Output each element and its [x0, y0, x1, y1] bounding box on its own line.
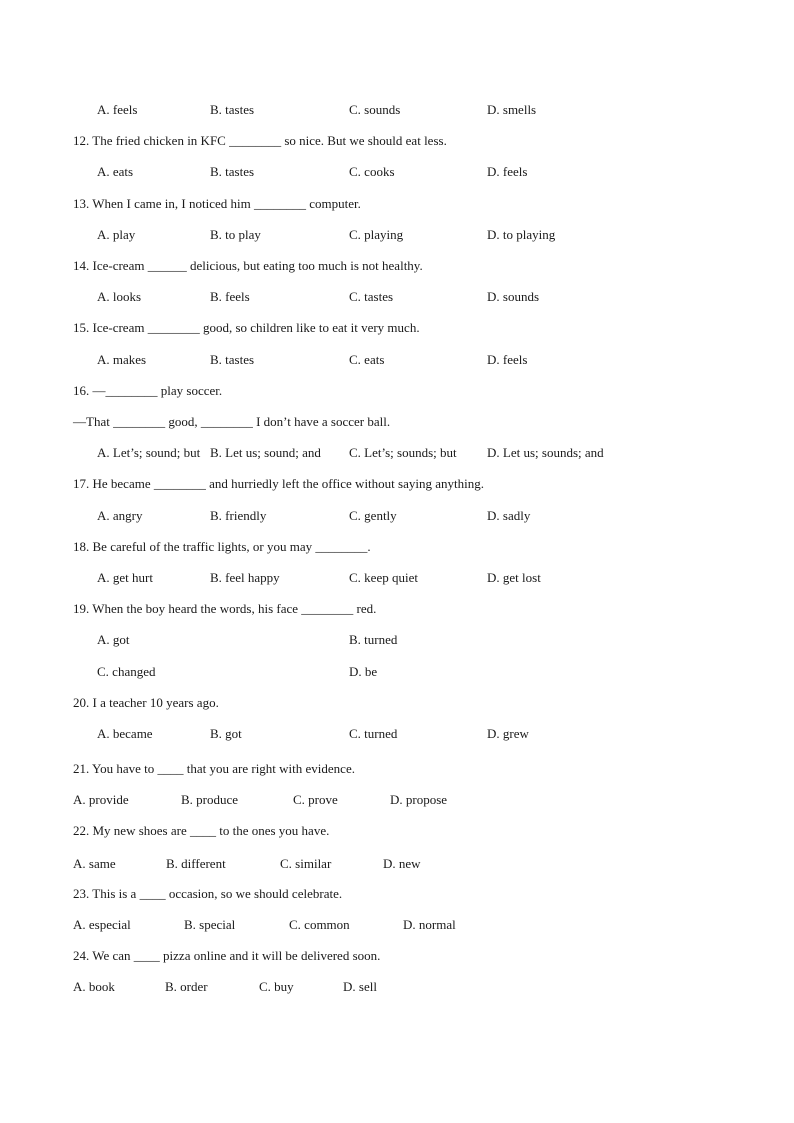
q13-option-a: A. play: [97, 227, 136, 242]
q22-option-a: A. same: [73, 856, 116, 871]
q16-option-b: B. Let us; sound; and: [210, 445, 321, 460]
q15-option-a: A. makes: [97, 352, 147, 367]
q12-option-c: C. cooks: [349, 164, 395, 179]
q18-option-b: B. feel happy: [210, 570, 280, 585]
q14-stem: 14. Ice-cream ______ delicious, but eating too much is not healthy.: [73, 258, 423, 273]
q12-option-b: B. tastes: [210, 164, 255, 179]
q20-option-d: D. grew: [487, 726, 529, 741]
q16-option-c: C. Let’s; sounds; but: [349, 445, 457, 460]
q23-option-d: D. normal: [403, 917, 456, 932]
q23-option-b: B. special: [184, 917, 236, 932]
q11-option-a: A. feels: [97, 102, 138, 117]
q18-stem: 18. Be careful of the traffic lights, or you may ________.: [73, 539, 371, 554]
q13-stem: 13. When I came in, I noticed him ________ computer.: [73, 196, 361, 211]
q19-option-b: B. turned: [349, 632, 398, 647]
q15-option-c: C. eats: [349, 352, 385, 367]
q15-option-d: D. feels: [487, 352, 528, 367]
q24-option-d: D. sell: [343, 979, 377, 994]
q12-stem: 12. The fried chicken in KFC ________ so nice. But we should eat less.: [73, 133, 447, 148]
q18-option-c: C. keep quiet: [349, 570, 418, 585]
q17-option-b: B. friendly: [210, 508, 267, 523]
q18-option-d: D. get lost: [487, 570, 541, 585]
q15-stem: 15. Ice-cream ________ good, so children like to eat it very much.: [73, 320, 420, 335]
q22-stem: 22. My new shoes are ____ to the ones you have.: [73, 823, 330, 838]
q13-option-d: D. to playing: [487, 227, 556, 242]
q14-option-b: B. feels: [210, 289, 250, 304]
q16-option-d: D. Let us; sounds; and: [487, 445, 604, 460]
q12-option-a: A. eats: [97, 164, 134, 179]
q21-option-b: B. produce: [181, 792, 239, 807]
q23-option-a: A. especial: [73, 917, 131, 932]
q22-option-c: C. similar: [280, 856, 332, 871]
q21-stem: 21. You have to ____ that you are right with evidence.: [73, 761, 355, 776]
q19-option-d: D. be: [349, 664, 378, 679]
q14-option-c: C. tastes: [349, 289, 394, 304]
q21-option-a: A. provide: [73, 792, 129, 807]
q24-stem: 24. We can ____ pizza online and it will be delivered soon.: [73, 948, 381, 963]
q16-stem: 16. —________ play soccer.: [73, 383, 223, 398]
q11-option-c: C. sounds: [349, 102, 401, 117]
q24-option-a: A. book: [73, 979, 115, 994]
q22-option-d: D. new: [383, 856, 421, 871]
q13-option-b: B. to play: [210, 227, 261, 242]
q13-option-c: C. playing: [349, 227, 404, 242]
q20-option-c: C. turned: [349, 726, 398, 741]
q19-stem: 19. When the boy heard the words, his face ________ red.: [73, 601, 377, 616]
q16-option-a: A. Let’s; sound; but: [97, 445, 201, 460]
q17-option-a: A. angry: [97, 508, 143, 523]
q20-option-a: A. became: [97, 726, 153, 741]
q24-option-b: B. order: [165, 979, 208, 994]
q12-option-d: D. feels: [487, 164, 528, 179]
q14-option-d: D. sounds: [487, 289, 540, 304]
q14-option-a: A. looks: [97, 289, 142, 304]
q17-option-d: D. sadly: [487, 508, 531, 523]
q17-stem: 17. He became ________ and hurriedly left the office without saying anything.: [73, 476, 484, 491]
q17-option-c: C. gently: [349, 508, 397, 523]
q23-stem: 23. This is a ____ occasion, so we should celebrate.: [73, 886, 343, 901]
q19-option-a: A. got: [97, 632, 130, 647]
q20-stem: 20. I a teacher 10 years ago.: [73, 695, 219, 710]
q18-option-a: A. get hurt: [97, 570, 153, 585]
q15-option-b: B. tastes: [210, 352, 255, 367]
q11-option-b: B. tastes: [210, 102, 255, 117]
q24-option-c: C. buy: [259, 979, 294, 994]
q21-option-d: D. propose: [390, 792, 448, 807]
q19-option-c: C. changed: [97, 664, 156, 679]
q20-option-b: B. got: [210, 726, 242, 741]
q11-option-d: D. smells: [487, 102, 537, 117]
q23-option-c: C. common: [289, 917, 350, 932]
q21-option-c: C. prove: [293, 792, 338, 807]
q16-stem-response: —That ________ good, ________ I don’t have a soccer ball.: [73, 414, 391, 429]
q22-option-b: B. different: [166, 856, 226, 871]
